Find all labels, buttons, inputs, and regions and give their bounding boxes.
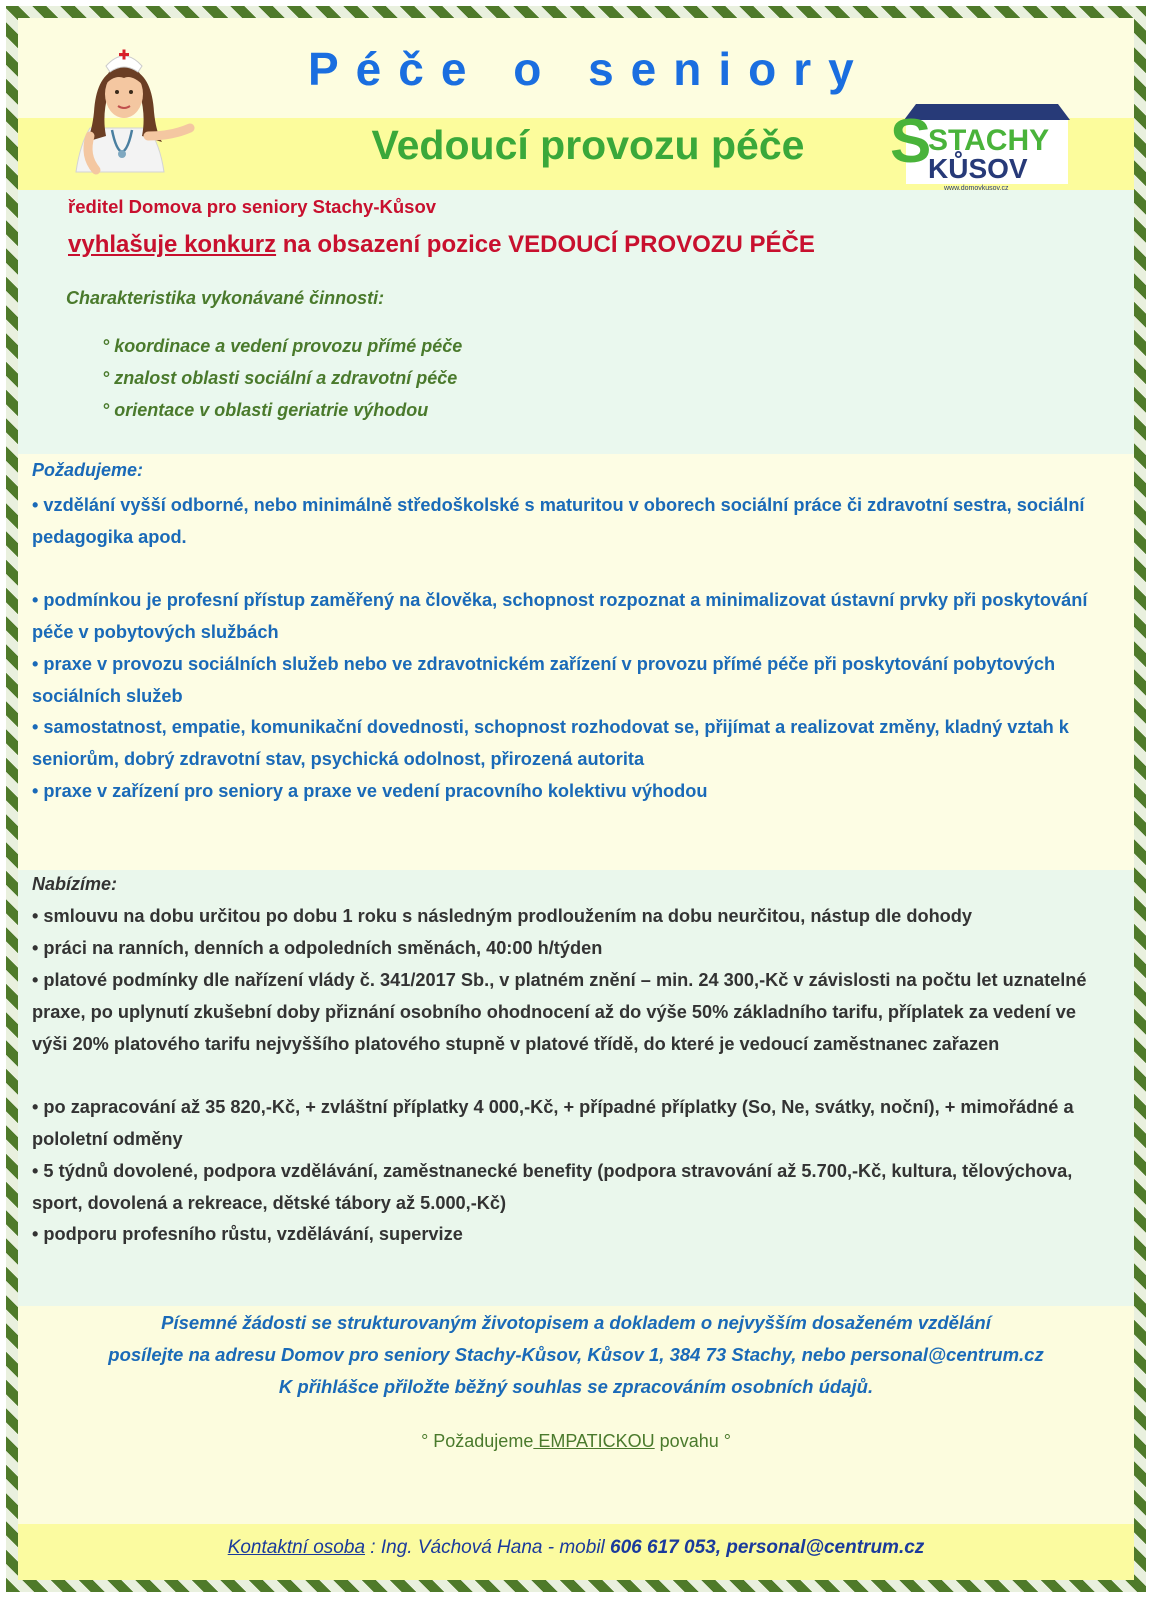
contact-person: Ing. Váchová Hana - mobil [380,1537,611,1558]
offer-item: • smlouvu na dobu určitou po dobu 1 roku s následným prodloužením na dobu neurčitou, nástup dle dohody [32,906,973,926]
empathy-note [18,1431,1134,1452]
requirement-item: • praxe v zařízení pro seniory a praxe ve vedení pracovního kolektivu výhodou [32,781,708,801]
announcement-rest: na obsazení pozice VEDOUCÍ PROVOZU PÉČE [276,231,815,258]
application-band [18,1306,1134,1524]
document [18,18,1134,1580]
svg-text:KŮSOV: KŮSOV [928,153,1028,184]
announcement [68,231,815,259]
characteristics-item: ° orientace v oblasti geriatrie výhodou [102,400,429,420]
requirement-item: • podmínkou je profesní přístup zaměřený na člověka, schopnost rozpoznat a minimalizovat ústavní prvky při poskytování péče v pobytových službách [32,590,1088,642]
requirement-item: • praxe v provozu sociálních služeb nebo ve zdravotnickém zařízení v provozu přímé péče při poskytování pobytových sociálních služeb [32,654,1056,706]
nurse-illustration [56,32,212,182]
characteristics-heading: Charakteristika vykonávané činnosti: [66,288,385,308]
contact-label: Kontaktní osoba [227,1537,366,1558]
offer-item: • po zapracování až 35 820,-Kč, + zvláštní příplatky 4 000,-Kč, + případné příplatky (So, Ne, svátky, noční), + mimořádné a pololetní odměny [32,1097,1074,1149]
contact-line [18,1537,1134,1559]
announcement-underlined: vyhlašuje konkurz [68,231,277,258]
empathy-post: povahu ° [654,1431,731,1451]
offer-heading: Nabízíme: [32,874,118,894]
empathy-highlight: EMPATICKOU [533,1431,655,1451]
offer-item: • podporu profesního růstu, vzdělávání, supervize [32,1224,463,1244]
application-line: posílejte na adresu Domov pro seniory Stachy-Kůsov, Kůsov 1, 384 73 Stachy, nebo personal@centrum.cz [108,1344,1044,1365]
offer-item: • práci na ranních, denních a odpoledních směnách, 40:00 h/týden [32,938,603,958]
requirements-heading: Požadujeme: [32,460,144,480]
offer-item: • platové podmínky dle nařízení vlády č. 341/2017 Sb., v platném znění – min. 24 300,-Kč v závislosti na počtu let uznatelné praxe, po uplynutí zkušební doby přiznání osobního ohodnocení až do výše 50% základního tarifu, příplatek za vedení ve výši 20% platového tarifu nejvyššího platového stupně v platové třídě, do které je vedoucí zaměstnanec zařazen [32,970,1087,1054]
contact-phone-email[interactable]: 606 617 053, personal@centrum.cz [610,1537,925,1558]
position-title: Vedoucí provozu péče [371,122,805,168]
requirement-item: • vzdělání vyšší odborné, nebo minimálně středoškolské s maturitou v oborech sociální práce či zdravotní sestra, sociální pedagogika apod. [32,495,1085,547]
page-title: Péče o seniory [308,43,871,95]
offer-item: • 5 týdnů dovolené, podpora vzdělávání, zaměstnanecké benefity (podpora stravování až 5.700,-Kč, kultura, tělovýchova, sport, dovolená a rekreace, dětské tábory až 5.000,-Kč) [32,1161,1073,1213]
contact-separator: : [365,1537,381,1558]
application-line: Písemné žádosti se strukturovaným životopisem a dokladem o nejvyšším dosaženém vzdělání [161,1312,991,1333]
characteristics-item: ° koordinace a vedení provozu přímé péče [102,336,463,356]
characteristics-item: ° znalost oblasti sociální a zdravotní péče [102,368,458,388]
svg-text:S: S [890,107,932,176]
empathy-pre: ° Požadujeme [421,1431,534,1451]
requirement-item: • samostatnost, empatie, komunikační dovednosti, schopnost rozhodovat se, přijímat a realizovat změny, kladný vztah k seniorům, dobrý zdravotní stav, psychická odolnost, přirozená autorita [32,717,1069,769]
application-line: K přihlášce přiložte běžný souhlas se zpracováním osobních údajů. [278,1376,874,1397]
svg-text:www.domovkusov.cz: www.domovkusov.cz [944,185,1009,192]
director-line: ředitel Domova pro seniory Stachy-Kůsov [68,196,437,217]
svg-text:STACHY: STACHY [928,124,1050,157]
stachy-kusov-logo [886,102,1076,194]
